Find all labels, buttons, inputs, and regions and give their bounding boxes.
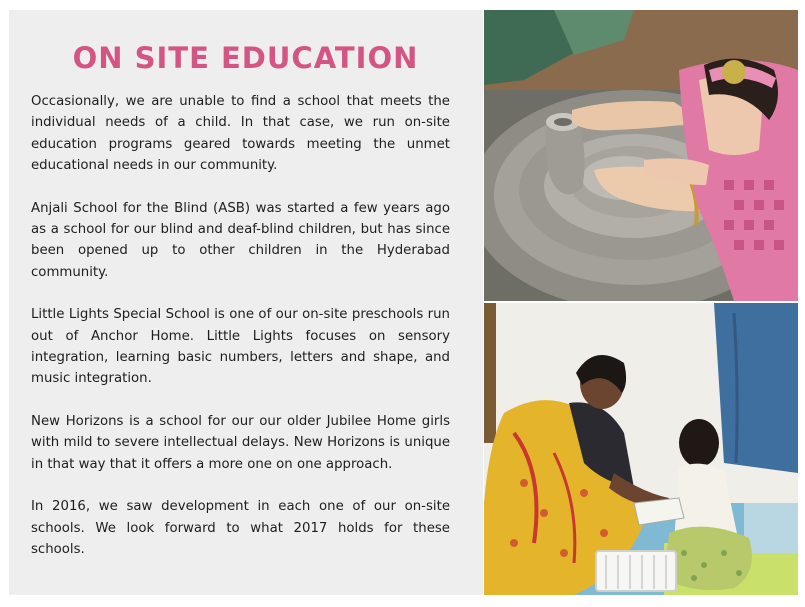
paragraph-intro: Occasionally, we are unable to find a school that meets the individual needs of a child. In that case, we run on-site education programs geared towards meeting the unmet educational needs in our community. — [31, 94, 450, 173]
paragraph-2016-summary: In 2016, we saw development in each one of our on-site schools. We look forward to what 2017 holds for these schools. — [31, 499, 450, 558]
classroom-illustration — [484, 303, 798, 595]
paragraph-anjali-school: Anjali School for the Blind (ASB) was started a few years ago as a school for our blind and deaf-blind children, but has since been opened up to other children in the Hyderabad community. — [31, 200, 450, 280]
page-title: ON SITE EDUCATION — [72, 41, 419, 75]
paragraph-new-horizons: New Horizons is a school for our our older Jubilee Home girls with mild to severe intellectual delays. New Horizons is unique in that way that it offers a more one on one approach. — [31, 414, 450, 472]
paragraph-little-lights: Little Lights Special School is one of our on-site preschools run out of Anchor Home. Little Lights focuses on sensory integration, learning basic numbers, letters and shape, and music integration. — [31, 307, 450, 387]
text-panel — [9, 10, 483, 595]
pottery-wheel-photo — [484, 10, 798, 301]
classroom-photo — [484, 303, 798, 595]
pottery-wheel-illustration — [484, 10, 798, 301]
